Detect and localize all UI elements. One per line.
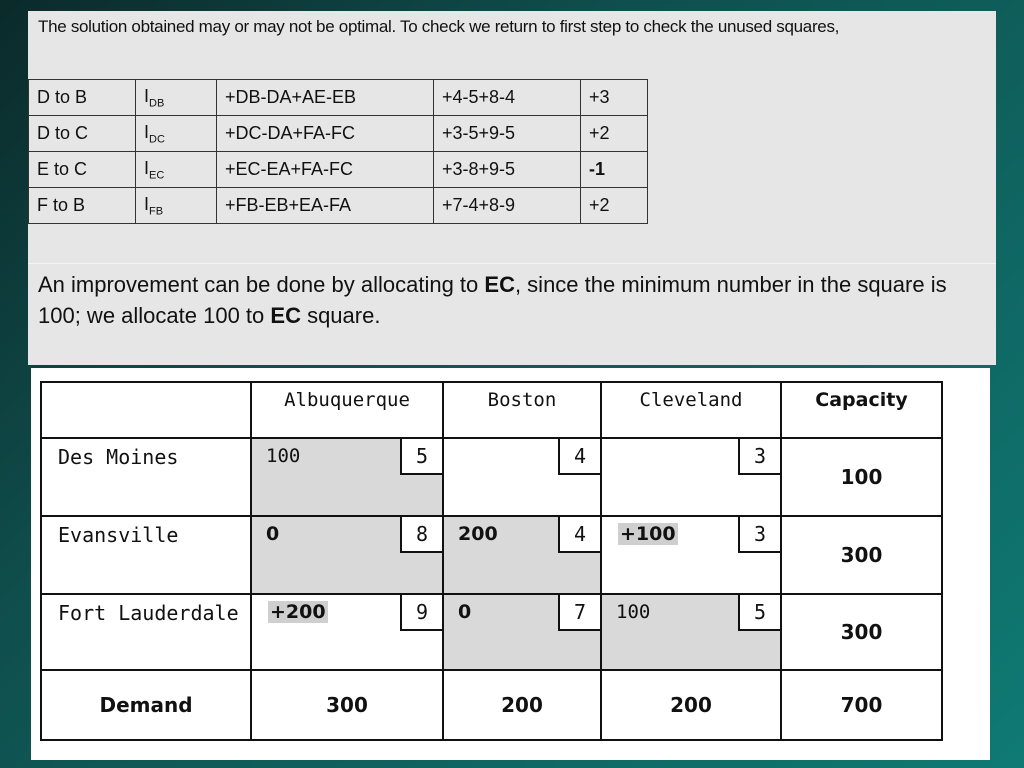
allocation-value: +200 <box>270 601 326 623</box>
transport-panel <box>31 368 990 760</box>
text-panel <box>28 11 996 365</box>
transportation-table <box>40 381 943 741</box>
table-row <box>41 516 942 594</box>
row-label: Des Moines <box>41 438 251 516</box>
divider <box>28 263 996 264</box>
check-index: $I_{DC}$ <box>136 116 217 152</box>
note-bold-2: EC <box>270 303 301 328</box>
capacity-value: 300 <box>781 594 942 670</box>
route-cell <box>251 438 443 516</box>
allocation-value: 100 <box>266 445 301 467</box>
corner-cell <box>41 382 251 438</box>
route-cell <box>443 594 601 670</box>
demand-row <box>41 670 942 740</box>
header-boston: Boston <box>443 382 601 438</box>
unit-cost: 3 <box>738 517 780 553</box>
table-row <box>41 438 942 516</box>
unused-squares-table <box>28 79 648 224</box>
capacity-value: 100 <box>781 438 942 516</box>
unit-cost: 5 <box>400 439 442 475</box>
check-row <box>29 152 648 188</box>
route-cell <box>251 594 443 670</box>
row-label: Evansville <box>41 516 251 594</box>
allocation-value: 0 <box>458 601 472 623</box>
check-result: +3 <box>581 80 648 116</box>
route-cell <box>601 594 781 670</box>
allocation-value: 0 <box>266 523 280 545</box>
improvement-note <box>38 269 988 331</box>
note-text-3: square. <box>300 303 381 328</box>
demand-value: 200 <box>443 670 601 740</box>
note-text-2: , since the minimum number in the square is 100; we allocate 100 to <box>38 272 947 328</box>
demand-value: 200 <box>601 670 781 740</box>
allocation-value: 200 <box>458 523 498 545</box>
header-cleveland: Cleveland <box>601 382 781 438</box>
check-index: $I_{DB}$ <box>136 80 217 116</box>
check-path: +EC-EA+FA-FC <box>217 152 434 188</box>
check-result: +2 <box>581 188 648 224</box>
intro-text: The solution obtained may or may not be optimal. To check we return to first step to check the unused squares, <box>38 17 840 36</box>
route-cell <box>251 516 443 594</box>
unit-cost: 4 <box>558 517 600 553</box>
demand-label: Demand <box>41 670 251 740</box>
note-text-1: An improvement can be done by allocating to <box>38 272 485 297</box>
check-calc: +7-4+8-9 <box>434 188 581 224</box>
demand-value: 300 <box>251 670 443 740</box>
check-route: F to B <box>29 188 136 224</box>
check-calc: +3-8+9-5 <box>434 152 581 188</box>
route-cell <box>443 516 601 594</box>
route-cell <box>601 438 781 516</box>
check-row <box>29 116 648 152</box>
allocation-value: 100 <box>616 601 651 623</box>
unit-cost: 7 <box>558 595 600 631</box>
unit-cost: 5 <box>738 595 780 631</box>
check-calc: +3-5+9-5 <box>434 116 581 152</box>
check-path: +FB-EB+EA-FA <box>217 188 434 224</box>
unit-cost: 4 <box>558 439 600 475</box>
demand-value: 700 <box>781 670 942 740</box>
allocation-value: +100 <box>620 523 676 545</box>
check-row <box>29 80 648 116</box>
route-cell <box>601 516 781 594</box>
header-albuquerque: Albuquerque <box>251 382 443 438</box>
check-path: +DC-DA+FA-FC <box>217 116 434 152</box>
table-row <box>41 594 942 670</box>
check-result: -1 <box>581 152 648 188</box>
capacity-value: 300 <box>781 516 942 594</box>
check-route: E to C <box>29 152 136 188</box>
check-row <box>29 188 648 224</box>
check-calc: +4-5+8-4 <box>434 80 581 116</box>
check-path: +DB-DA+AE-EB <box>217 80 434 116</box>
note-bold-1: EC <box>484 272 515 297</box>
header-capacity: Capacity <box>781 382 942 438</box>
check-result: +2 <box>581 116 648 152</box>
route-cell <box>443 438 601 516</box>
check-route: D to B <box>29 80 136 116</box>
check-index: $I_{FB}$ <box>136 188 217 224</box>
row-label: Fort Lauderdale <box>41 594 251 670</box>
check-route: D to C <box>29 116 136 152</box>
unit-cost: 9 <box>400 595 442 631</box>
unit-cost: 8 <box>400 517 442 553</box>
unit-cost: 3 <box>738 439 780 475</box>
check-index: $I_{EC}$ <box>136 152 217 188</box>
